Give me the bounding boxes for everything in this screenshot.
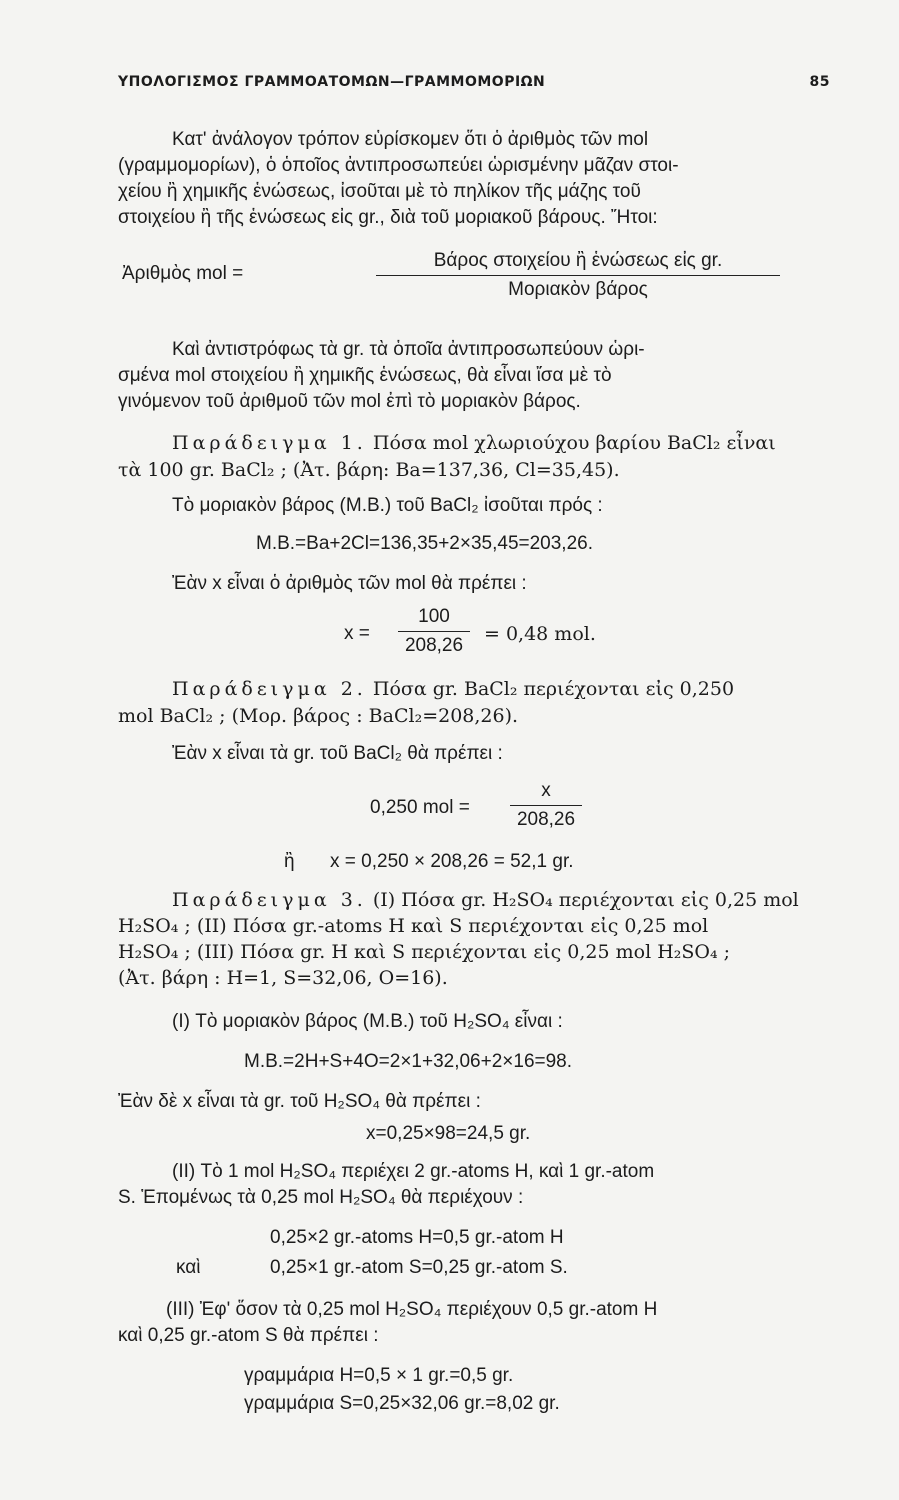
example3-line-3: H₂SO₄ ; (III) Πόσα gr. H καὶ S περιέχονται εἰς 0,25 mol H₂SO₄ ;	[118, 941, 731, 963]
formula1-fraction	[376, 250, 780, 301]
example2-fraction	[510, 780, 582, 831]
example1-question: Πόσα mol χλωριούχου βαρίου BaCl₂ εἶναι	[372, 432, 776, 454]
example3-part1-line-3: Ἐὰν δὲ x εἶναι τὰ gr. τοῦ H₂SO₄ θὰ πρέπει :	[118, 1091, 481, 1112]
formula1-numerator: Βάρος στοιχείου ἢ ἑνώσεως εἰς gr.	[376, 250, 780, 276]
page-number: 85	[809, 74, 830, 90]
example3-line-1	[172, 888, 799, 912]
example3-line-2: H₂SO₄ ; (II) Πόσα gr.-atoms H καὶ S περιέχονται εἰς 0,25 mol	[118, 915, 709, 937]
example2-eq-numerator: x	[510, 780, 582, 806]
intro-line-4: στοιχείου ἢ τῆς ἑνώσεως εἰς gr., διὰ τοῦ μοριακοῦ βάρους. Ἤτοι:	[118, 207, 658, 228]
formula1-lhs: Ἀριθμὸς mol =	[122, 263, 244, 284]
formula1-denominator: Μοριακὸν βάρος	[508, 279, 648, 300]
example2-line-2: mol BaCl₂ ; (Μορ. βάρος : BaCl₂=208,26).	[118, 705, 519, 727]
example3-part1-line-1: (I) Τὸ μοριακὸν βάρος (Μ.Β.) τοῦ H₂SO₄ εἶναι :	[172, 1011, 563, 1032]
example1-eq-numerator: 100	[398, 606, 470, 632]
example2-line-3: Ἐὰν x εἶναι τὰ gr. τοῦ BaCl₂ θὰ πρέπει :	[172, 743, 503, 764]
example3-part3-line-2: καὶ 0,25 gr.-atom S θὰ πρέπει :	[118, 1325, 379, 1346]
para2-line-1: Καὶ ἀντιστρόφως τὰ gr. τὰ ὁποῖα ἀντιπροσωπεύουν ὡρι-	[172, 339, 645, 360]
example2-question: Πόσα gr. BaCl₂ περιέχονται εἰς 0,250	[372, 678, 735, 700]
example3-part2-line-2: S. Ἑπομένως τὰ 0,25 mol H₂SO₄ θὰ περιέχουν :	[118, 1187, 524, 1208]
example3-part1-result: x=0,25×98=24,5 gr.	[366, 1123, 531, 1144]
intro-line-3: χείου ἢ χημικῆς ἑνώσεως, ἰσοῦται μὲ τὸ πηλίκον τῆς μάζης τοῦ	[118, 181, 641, 202]
example2-or: ἢ	[284, 851, 295, 872]
example3-line-4: (Ἀτ. βάρη : H=1, S=32,06, O=16).	[118, 967, 448, 989]
header-title: ΥΠΟΛΟΓΙΣΜΟΣ ΓΡΑΜΜΟΑΤΟΜΩΝ—ΓΡΑΜΜΟΜΟΡΙΩΝ	[118, 74, 546, 90]
example3-part2-line-1: (II) Τὸ 1 mol H₂SO₄ περιέχει 2 gr.-atoms H, καὶ 1 gr.-atom	[172, 1161, 655, 1182]
example1-line-5: Ἐὰν x εἶναι ὁ ἀριθμὸς τῶν mol θὰ πρέπει :	[172, 573, 527, 594]
example1-mb: Μ.Β.=Ba+2Cl=136,35+2×35,45=203,26.	[256, 533, 593, 554]
example3-part3-line-1: (III) Ἐφ' ὅσον τὰ 0,25 mol H₂SO₄ περιέχουν 0,5 gr.-atom H	[166, 1299, 658, 1320]
example2-eq-denominator: 208,26	[516, 809, 576, 830]
example3-part3-line-3: γραμμάρια H=0,5 × 1 gr.=0,5 gr.	[244, 1365, 514, 1386]
para2-line-2: σμένα mol στοιχείου ἢ χημικῆς ἑνώσεως, θὰ εἶναι ἴσα μὲ τὸ	[118, 365, 612, 386]
intro-line-2: (γραμμομορίων), ὁ ὁποῖος ἀντιπροσωπεύει ὡρισμένην μᾶζαν στοι-	[118, 155, 679, 176]
example2-eq-lhs: 0,250 mol =	[370, 797, 470, 818]
example1-eq-lhs: x =	[344, 623, 370, 644]
example1-label: Παράδειγμα 1.	[172, 432, 367, 454]
running-header	[118, 74, 830, 90]
example3-question: (I) Πόσα gr. H₂SO₄ περιέχονται εἰς 0,25 mol	[372, 889, 799, 911]
example1-line-3: Τὸ μοριακὸν βάρος (Μ.Β.) τοῦ BaCl₂ ἰσοῦται πρός :	[172, 495, 603, 516]
example3-label: Παράδειγμα 3.	[172, 889, 367, 911]
example1-fraction	[398, 606, 470, 657]
example3-part2-and: καὶ	[176, 1257, 201, 1278]
example2-result: x = 0,250 × 208,26 = 52,1 gr.	[330, 851, 574, 872]
intro-line-1: Κατ' ἀνάλογον τρόπον εὑρίσκομεν ὅτι ὁ ἀριθμὸς τῶν mol	[172, 129, 649, 150]
example2-label: Παράδειγμα 2.	[172, 678, 367, 700]
example1-line-1	[172, 431, 776, 455]
example3-part2-line-4: 0,25×1 gr.-atom S=0,25 gr.-atom S.	[270, 1257, 568, 1278]
example1-eq-denominator: 208,26	[404, 635, 464, 656]
example2-line-1	[172, 677, 734, 701]
example1-line-2: τὰ 100 gr. BaCl₂ ; (Ἀτ. βάρη: Ba=137,36, Cl=35,45).	[118, 459, 620, 481]
example3-part1-mb: Μ.Β.=2H+S+4O=2×1+32,06+2×16=98.	[244, 1051, 573, 1072]
para2-line-3: γινόμενον τοῦ ἀριθμοῦ τῶν mol ἐπὶ τὸ μοριακὸν βάρος.	[118, 391, 581, 412]
example1-eq-rhs: = 0,48 mol.	[484, 623, 596, 645]
example3-part2-line-3: 0,25×2 gr.-atoms H=0,5 gr.-atom H	[270, 1227, 564, 1248]
example3-part3-line-4: γραμμάρια S=0,25×32,06 gr.=8,02 gr.	[244, 1393, 560, 1414]
